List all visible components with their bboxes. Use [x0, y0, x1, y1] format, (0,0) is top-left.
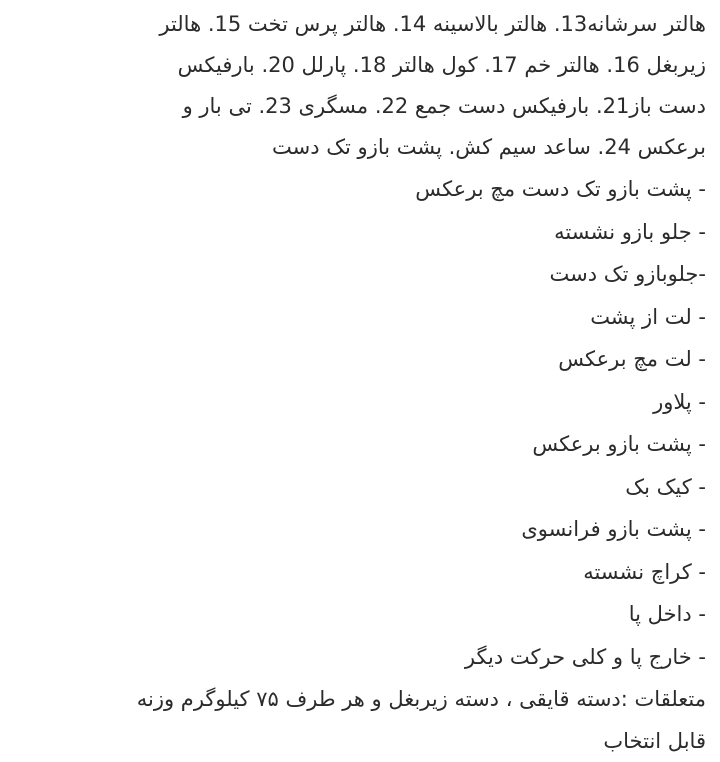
- exercise-paragraph: [44, 4, 706, 168]
- list-item: - کیک بک: [625, 474, 706, 499]
- list-item: - داخل پا: [628, 602, 706, 626]
- list-item: - پشت بازو فرانسوی: [521, 517, 706, 541]
- list-item: - پلاور: [653, 389, 706, 414]
- accessories-note: [44, 678, 706, 762]
- paragraph-line: هالتر سرشانه13. هالتر بالاسینه 14. هالتر پرس تخت 15. هالتر: [159, 12, 706, 36]
- list-item: - پشت بازو برعکس: [532, 432, 706, 456]
- paragraph-line: برعکس 24. ساعد سیم کش. پشت بازو تک دست: [272, 135, 706, 159]
- list-item: - جلو بازو نشسته: [554, 219, 706, 244]
- paragraph-line: دست باز21. بارفیکس دست جمع 22. مسگری 23. تی بار و: [182, 94, 706, 118]
- list-item: - لت از پشت: [590, 304, 706, 329]
- accessories-line: قابل انتخاب: [603, 729, 706, 753]
- list-item: - کراچ نشسته: [583, 559, 706, 584]
- paragraph-line: زیربغل 16. هالتر خم 17. کول هالتر 18. پارلل 20. بارفیکس: [177, 53, 706, 77]
- list-item: - خارج پا و کلی حرکت دیگر: [464, 644, 706, 669]
- accessories-line: متعلقات :دسته قایقی ، دسته زیربغل و هر طرف ۷۵ کیلوگرم وزنه: [136, 687, 706, 711]
- list-item: - لت مچ برعکس: [558, 347, 706, 371]
- list-item: - پشت بازو تک دست مچ برعکس: [415, 177, 706, 201]
- list-item: -جلوبازو تک دست: [549, 262, 706, 286]
- exercise-list: [44, 168, 706, 678]
